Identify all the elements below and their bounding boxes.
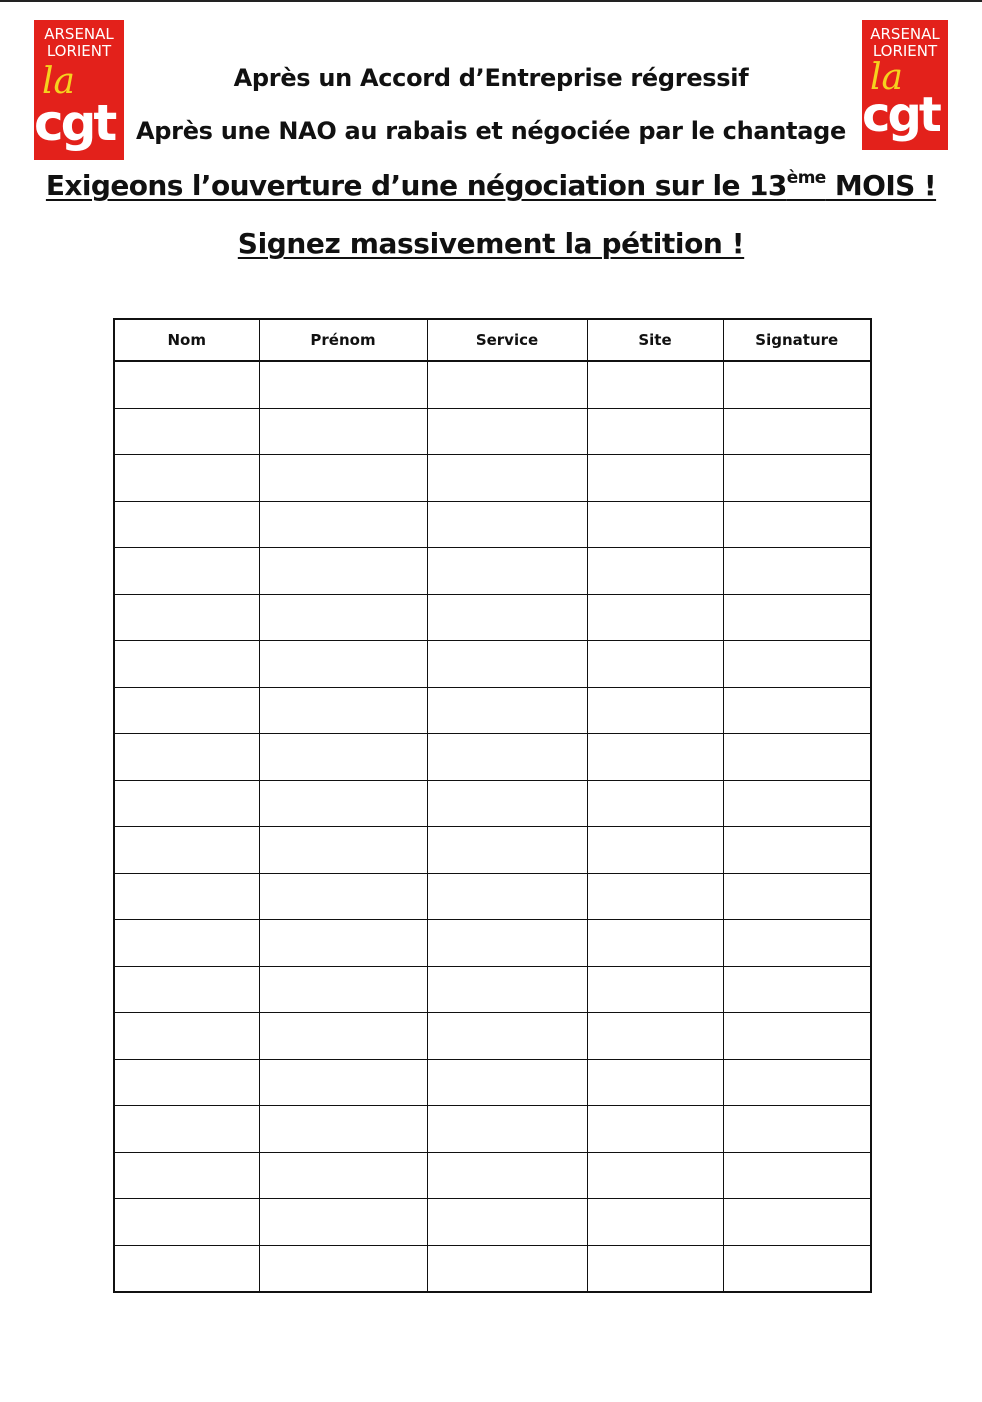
table-cell — [259, 1013, 427, 1060]
table-cell — [427, 641, 587, 688]
table-cell — [427, 408, 587, 455]
column-header-signature: Signature — [723, 319, 871, 361]
table-cell — [587, 687, 723, 734]
table-body — [114, 361, 871, 1292]
table-cell — [427, 1106, 587, 1153]
table-cell — [587, 1152, 723, 1199]
logo-right-cgt: cgt — [862, 87, 939, 143]
table-cell — [723, 1245, 871, 1292]
table-cell — [259, 408, 427, 455]
table-cell — [723, 687, 871, 734]
logo-right-line2: LORIENT — [872, 42, 938, 60]
table-cell — [427, 827, 587, 874]
table-cell — [114, 408, 259, 455]
table-row — [114, 1245, 871, 1292]
table-row — [114, 408, 871, 455]
table-cell — [723, 501, 871, 548]
logo-left-line2: LORIENT — [46, 42, 112, 60]
table-cell — [587, 455, 723, 502]
table-cell — [114, 920, 259, 967]
table-cell — [723, 641, 871, 688]
table-cell — [587, 780, 723, 827]
table-row — [114, 687, 871, 734]
table-row — [114, 361, 871, 408]
table-cell — [114, 361, 259, 408]
table-cell — [587, 594, 723, 641]
table-row — [114, 1106, 871, 1153]
table-cell — [587, 1245, 723, 1292]
table-cell — [723, 1106, 871, 1153]
table-cell — [587, 734, 723, 781]
table-row — [114, 594, 871, 641]
table-cell — [427, 1245, 587, 1292]
column-header-prenom: Prénom — [259, 319, 427, 361]
logo-left-cgt: cgt — [34, 94, 115, 152]
petition-table — [113, 318, 872, 1293]
table-cell — [723, 734, 871, 781]
column-header-site: Site — [587, 319, 723, 361]
table-row — [114, 1152, 871, 1199]
table-cell — [427, 1152, 587, 1199]
table-cell — [114, 1245, 259, 1292]
table-header-row — [114, 319, 871, 361]
table-cell — [587, 641, 723, 688]
table-cell — [723, 920, 871, 967]
table-cell — [259, 1152, 427, 1199]
table-cell — [114, 1152, 259, 1199]
header-line-4 — [0, 227, 982, 260]
logo-right-line1: ARSENAL — [870, 25, 940, 43]
column-header-service: Service — [427, 319, 587, 361]
table-cell — [114, 1106, 259, 1153]
table-row — [114, 548, 871, 595]
logo-left-la: la — [42, 61, 75, 102]
table-cell — [587, 1199, 723, 1246]
table-cell — [427, 1199, 587, 1246]
table-cell — [587, 1106, 723, 1153]
header-line-3 — [0, 169, 982, 202]
table-cell — [587, 501, 723, 548]
table-cell — [587, 827, 723, 874]
table-cell — [587, 966, 723, 1013]
table-row — [114, 455, 871, 502]
table-cell — [723, 1152, 871, 1199]
table-cell — [114, 641, 259, 688]
table-cell — [723, 594, 871, 641]
table-cell — [259, 361, 427, 408]
table-cell — [114, 966, 259, 1013]
table-cell — [427, 594, 587, 641]
table-cell — [587, 920, 723, 967]
table-cell — [114, 594, 259, 641]
table-cell — [259, 920, 427, 967]
table-cell — [259, 455, 427, 502]
table-row — [114, 1199, 871, 1246]
table-cell — [114, 1199, 259, 1246]
table-cell — [259, 873, 427, 920]
table-cell — [723, 1059, 871, 1106]
table-cell — [427, 780, 587, 827]
table-cell — [723, 827, 871, 874]
header-line-1: Après un Accord d’Entreprise régressif — [233, 64, 749, 92]
table-cell — [723, 873, 871, 920]
table-cell — [723, 548, 871, 595]
table-cell — [427, 1059, 587, 1106]
table-cell — [587, 1013, 723, 1060]
table-cell — [723, 1013, 871, 1060]
petition-call: Signez massivement la pétition ! — [237, 227, 745, 260]
table-cell — [427, 920, 587, 967]
table-cell — [427, 734, 587, 781]
table-cell — [259, 1245, 427, 1292]
table-cell — [114, 501, 259, 548]
table-cell — [427, 501, 587, 548]
table-row — [114, 734, 871, 781]
table-row — [114, 873, 871, 920]
table-row — [114, 501, 871, 548]
table-cell — [114, 1013, 259, 1060]
table-cell — [114, 780, 259, 827]
table-cell — [427, 687, 587, 734]
table-cell — [114, 548, 259, 595]
table-cell — [427, 873, 587, 920]
table-cell — [723, 1199, 871, 1246]
table-cell — [114, 734, 259, 781]
table-row — [114, 966, 871, 1013]
table-cell — [259, 687, 427, 734]
table-row — [114, 827, 871, 874]
table-cell — [723, 780, 871, 827]
table-row — [114, 1013, 871, 1060]
table-cell — [259, 1199, 427, 1246]
table-cell — [259, 1106, 427, 1153]
logo-right-la: la — [870, 57, 903, 98]
header-line-2: Après une NAO au rabais et négociée par le chantage — [136, 117, 846, 145]
table-cell — [587, 1059, 723, 1106]
table-cell — [723, 361, 871, 408]
table-cell — [259, 501, 427, 548]
table-cell — [723, 455, 871, 502]
table-cell — [587, 408, 723, 455]
header-line-3-prefix: Exigeons l’ouverture d’une négociation sur le 13 — [45, 169, 787, 202]
table-cell — [427, 361, 587, 408]
header-line-3-text — [46, 169, 936, 202]
table-cell — [427, 966, 587, 1013]
column-header-nom: Nom — [114, 319, 259, 361]
table-cell — [259, 966, 427, 1013]
table-cell — [259, 827, 427, 874]
table-cell — [259, 734, 427, 781]
table-cell — [114, 687, 259, 734]
table-row — [114, 780, 871, 827]
table-cell — [587, 548, 723, 595]
table-cell — [427, 1013, 587, 1060]
table-cell — [587, 361, 723, 408]
table-row — [114, 1059, 871, 1106]
table-cell — [723, 966, 871, 1013]
table-cell — [114, 873, 259, 920]
table-cell — [427, 455, 587, 502]
top-rule — [0, 0, 982, 2]
header-line-3-sup: ème — [786, 168, 826, 188]
table-cell — [259, 594, 427, 641]
table-cell — [114, 827, 259, 874]
table-cell — [723, 408, 871, 455]
table-row — [114, 641, 871, 688]
logo-left-line1: ARSENAL — [44, 25, 114, 43]
table-row — [114, 920, 871, 967]
table-cell — [259, 780, 427, 827]
table-cell — [259, 1059, 427, 1106]
table-cell — [114, 455, 259, 502]
table-cell — [259, 641, 427, 688]
header-line-3-suffix: MOIS ! — [825, 169, 937, 202]
table-cell — [114, 1059, 259, 1106]
table-cell — [587, 873, 723, 920]
table-cell — [427, 548, 587, 595]
table-cell — [259, 548, 427, 595]
